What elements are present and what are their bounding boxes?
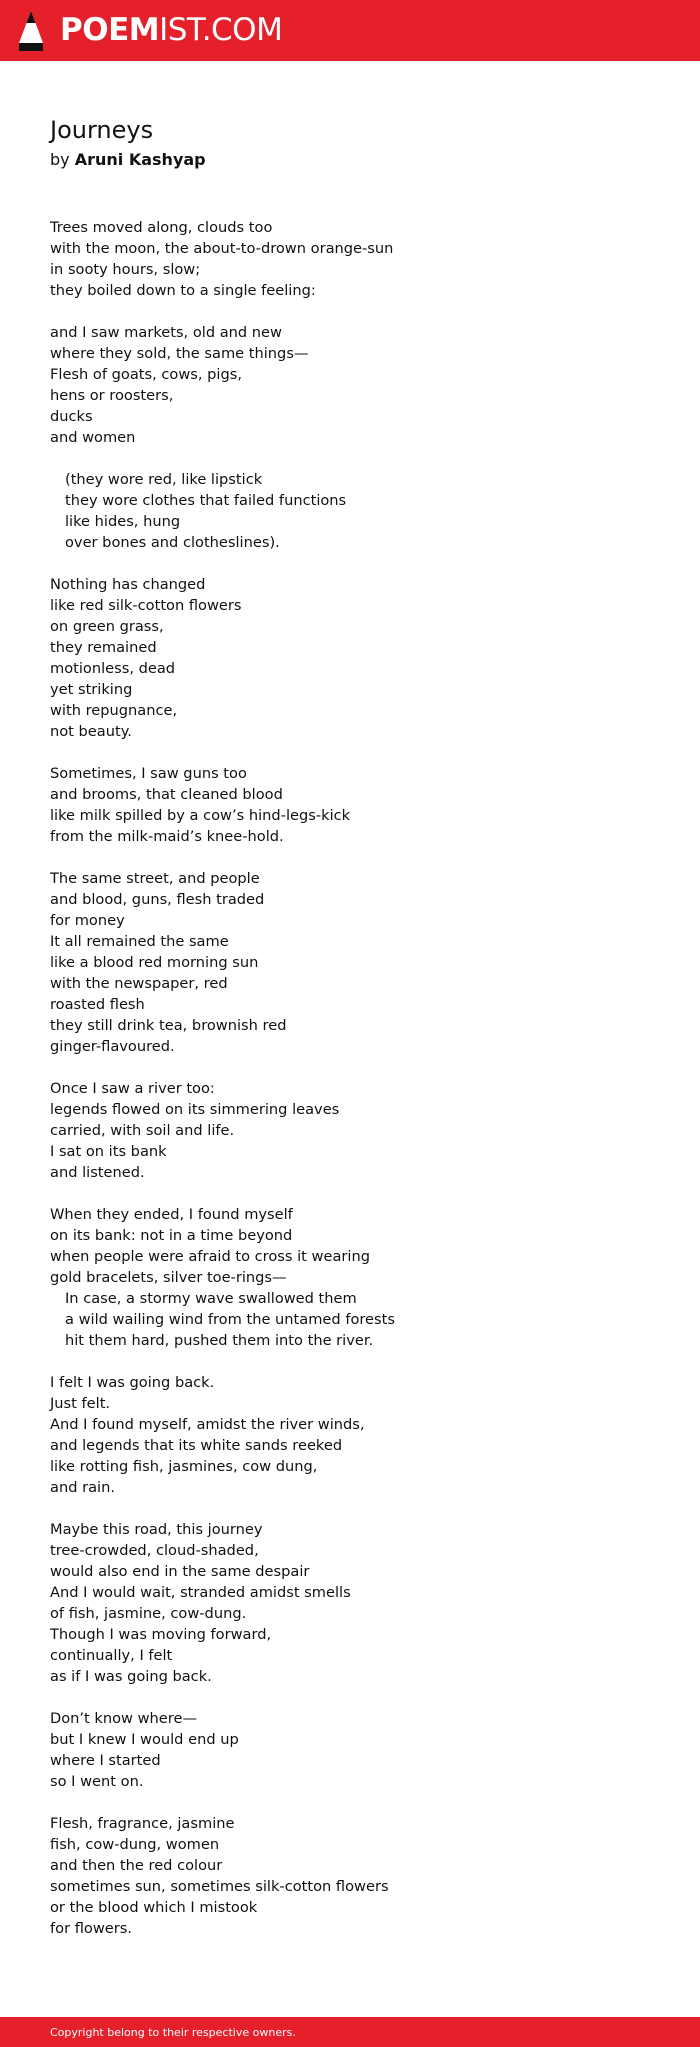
poem-header <box>50 112 650 172</box>
poem-line: as if I was going back. <box>50 1668 212 1685</box>
poem-line: And I would wait, stranded amidst smells <box>50 1584 351 1601</box>
poem-line: and listened. <box>50 1164 145 1181</box>
poem-line: with the moon, the about-to-drown orange-sun <box>50 240 394 257</box>
poem-line: hit them hard, pushed them into the river. <box>65 1332 374 1349</box>
poem-line: and brooms, that cleaned blood <box>50 786 283 803</box>
poem-line: when people were afraid to cross it wearing <box>50 1248 370 1265</box>
site-footer <box>0 2017 700 2047</box>
poem-title: Journeys <box>50 116 154 144</box>
poem-line: motionless, dead <box>50 660 176 677</box>
poem-line: with repugnance, <box>50 702 178 719</box>
poem-line: from the milk-maid’s knee-hold. <box>50 828 284 845</box>
poem-line: In case, a stormy wave swallowed them <box>65 1290 357 1307</box>
poem-line: and rain. <box>50 1479 115 1496</box>
poem-line: continually, I felt <box>50 1647 173 1664</box>
stanza-break <box>50 1792 670 1813</box>
poem-line: legends flowed on its simmering leaves <box>50 1101 340 1118</box>
poem-line: Trees moved along, clouds too <box>50 219 273 236</box>
poem-line: and I saw markets, old and new <box>50 324 282 341</box>
stanza-break <box>50 301 670 322</box>
poem-line: in sooty hours, slow; <box>50 261 201 278</box>
poem-line: they remained <box>50 639 157 656</box>
poem-line: and women <box>50 429 136 446</box>
stanza-break <box>50 1498 670 1519</box>
stanza-break <box>50 847 670 868</box>
poem-line: gold bracelets, silver toe-rings— <box>50 1269 287 1286</box>
poem-line: Once I saw a river too: <box>50 1080 215 1097</box>
poem-line: Don’t know where— <box>50 1710 198 1727</box>
copyright-notice: Copyright belong to their respective owners. <box>50 2026 296 2039</box>
poem-line: Flesh, fragrance, jasmine <box>50 1815 235 1832</box>
poem-line: where they sold, the same things— <box>50 345 309 362</box>
poem-line: yet striking <box>50 681 133 698</box>
poem-line: on green grass, <box>50 618 164 635</box>
poem-line: When they ended, I found myself <box>50 1206 293 1223</box>
poem-line: so I went on. <box>50 1773 144 1790</box>
poem-line: And I found myself, amidst the river winds, <box>50 1416 365 1433</box>
poem-line: they boiled down to a single feeling: <box>50 282 316 299</box>
poem-line: roasted flesh <box>50 996 145 1013</box>
poem-line: over bones and clotheslines). <box>65 534 280 551</box>
poem-line: a wild wailing wind from the untamed forests <box>65 1311 395 1328</box>
poem-line: Just felt. <box>50 1395 111 1412</box>
poem-line: on its bank: not in a time beyond <box>50 1227 293 1244</box>
poem-line: carried, with soil and life. <box>50 1122 235 1139</box>
poem-line: Maybe this road, this journey <box>50 1521 263 1538</box>
author-name[interactable]: Aruni Kashyap <box>74 150 206 169</box>
stanza-break <box>50 742 670 763</box>
poem-line: of fish, jasmine, cow-dung. <box>50 1605 247 1622</box>
pencil-tip-icon[interactable] <box>18 10 44 52</box>
poem-line: fish, cow-dung, women <box>50 1836 220 1853</box>
byline-label: by <box>50 150 70 169</box>
poem-line: ducks <box>50 408 93 425</box>
poem-line: for flowers. <box>50 1920 132 1937</box>
stanza-break <box>50 1351 670 1372</box>
poem-line: for money <box>50 912 125 929</box>
stanza-break <box>50 1057 670 1078</box>
poem-line: like hides, hung <box>65 513 181 530</box>
logo-light-text: IST.COM <box>159 12 283 48</box>
poem-line: like rotting fish, jasmines, cow dung, <box>50 1458 318 1475</box>
poem-line: Sometimes, I saw guns too <box>50 765 247 782</box>
poem-line: or the blood which I mistook <box>50 1899 258 1916</box>
poem-line: and then the red colour <box>50 1857 223 1874</box>
poem-body <box>50 217 670 1939</box>
poem-line: with the newspaper, red <box>50 975 228 992</box>
poem-line: sometimes sun, sometimes silk-cotton flowers <box>50 1878 389 1895</box>
poem-line: ginger-flavoured. <box>50 1038 175 1055</box>
poem-line: The same street, and people <box>50 870 260 887</box>
poem-line: tree-crowded, cloud-shaded, <box>50 1542 259 1559</box>
stanza-break <box>50 448 670 469</box>
stanza-break <box>50 553 670 574</box>
poem-line: they still drink tea, brownish red <box>50 1017 287 1034</box>
stanza-break <box>50 1687 670 1708</box>
poem-line: not beauty. <box>50 723 132 740</box>
poem-line: and legends that its white sands reeked <box>50 1437 343 1454</box>
poem-line: would also end in the same despair <box>50 1563 310 1580</box>
poem-byline <box>50 148 650 172</box>
site-logo[interactable] <box>60 11 282 49</box>
site-header <box>0 0 700 61</box>
poem-line: hens or roosters, <box>50 387 174 404</box>
poem-line: like a blood red morning sun <box>50 954 259 971</box>
poem-line: where I started <box>50 1752 161 1769</box>
poem-line: Though I was moving forward, <box>50 1626 272 1643</box>
poem-line: I felt I was going back. <box>50 1374 215 1391</box>
stanza-break <box>50 1183 670 1204</box>
poem-line: they wore clothes that failed functions <box>65 492 347 509</box>
poem-line: I sat on its bank <box>50 1143 167 1160</box>
poem-line: but I knew I would end up <box>50 1731 239 1748</box>
poem-line: like milk spilled by a cow’s hind-legs-kick <box>50 807 351 824</box>
poem-line: It all remained the same <box>50 933 229 950</box>
poem-line: Flesh of goats, cows, pigs, <box>50 366 242 383</box>
poem-line: like red silk-cotton flowers <box>50 597 242 614</box>
logo-bold-text: POEM <box>60 12 160 48</box>
poem-line: and blood, guns, flesh traded <box>50 891 265 908</box>
poem-line: Nothing has changed <box>50 576 206 593</box>
poem-line: (they wore red, like lipstick <box>65 471 263 488</box>
